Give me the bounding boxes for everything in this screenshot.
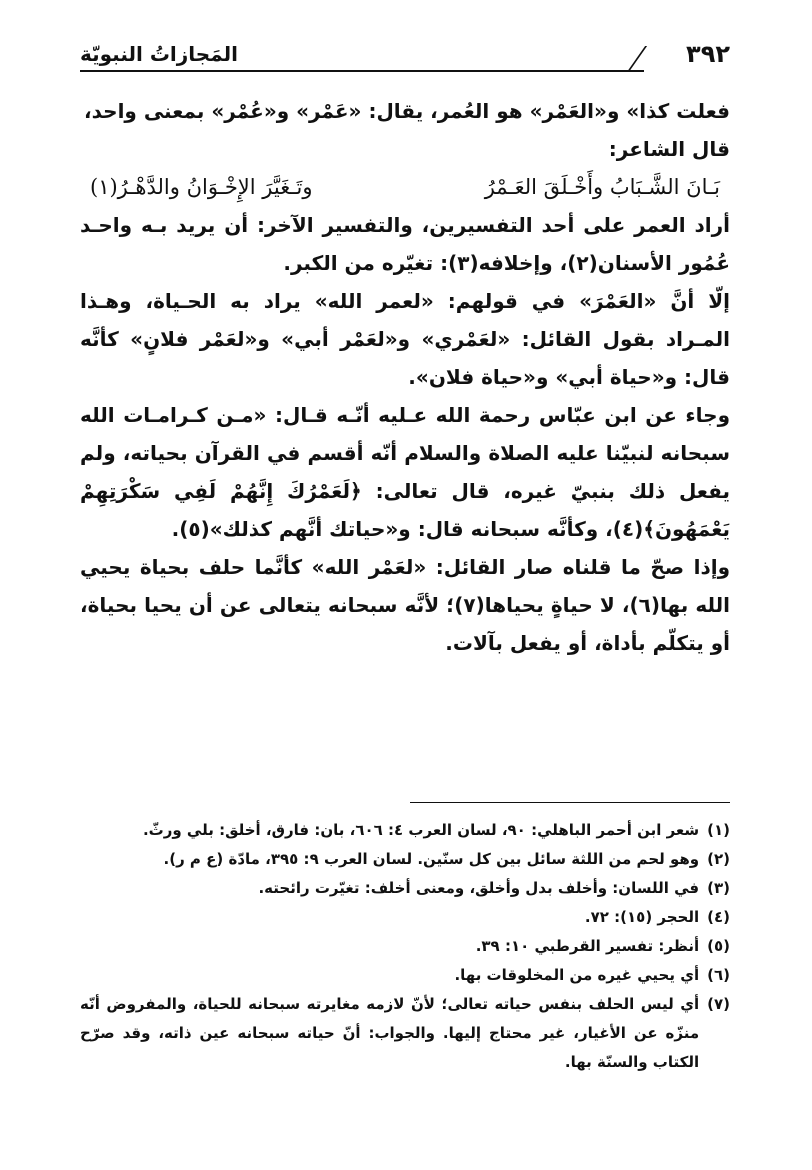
paragraph-1-line-1: فعلت كذا» و«العَمْر» هو العُمر، يقال: «عَمْر» و«عُمْر» بمعنى واحد، [84,99,730,123]
footnote-separator [410,802,730,803]
footnote-item [80,990,730,1077]
footnotes [80,816,730,1077]
footnote-text: شعر ابن أحمر الباهلي: ٩٠، لسان العرب ٤: ٦٠٦، بان: فارق، أخلق: بلي ورثّ. [142,821,700,839]
footnote-number: (٧) [707,995,730,1013]
footnote-item [80,874,730,903]
header-rule [80,70,644,72]
footnote-item [80,932,730,961]
footnote-text: الحجر (١٥): ٧٢. [584,908,700,926]
verse-second-hemistich: وتَـغَيَّرَ الإِخْـوَانُ والدَّهْـرُ(١) [90,175,313,199]
footnote-number: (٦) [707,966,730,984]
page-header [80,40,730,74]
footnote-text: أنظر: تفسير القرطبي ١٠: ٣٩. [475,937,700,955]
running-title: المَجازاتُ النبويّة [80,42,238,66]
footnote-number: (١) [707,821,730,839]
footnote-item [80,816,730,845]
footnote-text: أي ليس الحلف بنفس حياته تعالى؛ لأنّ لازمه مغايرته سبحانه للحياة، والمفروض أنّه منزّه عن الأغيار، غير محتاج إليها. والجواب: أنّ حياته سبحانه عين ذاته، وقد صرّح الكتاب والسنّة بها. [80,995,700,1071]
verse-first-hemistich: بَـانَ الشَّـبَابُ وأَخْـلَقَ العَـمْرُ [484,175,720,199]
main-text [80,92,730,662]
poetry-verse [80,168,730,206]
paragraph-4: وجاء عن ابن عبّاس رحمة الله عـليه أنّـه قـال: «مـن كـرامـات الله سبحانه لنبيّنا عليه الصلاة والسلام أنّه أقسم في القرآن بحياته، ولم يفعل ذلك بنبيّ غيره، قال تعالى: ﴿لَعَمْرُكَ إِنَّهُمْ لَفِي سَكْرَتِهِمْ يَعْمَهُونَ﴾(٤)، وكأنَّه سبحانه قال: و«حياتك أنَّهم كذلك»(٥). [80,403,730,541]
footnote-text: وهو لحم من اللثة سائل بين كل سنّين. لسان العرب ٩: ٣٩٥، مادّة (ع م ر). [163,850,700,868]
paragraph-2: أراد العمر على أحد التفسيرين، والتفسير الآخر: أن يريد بـه واحـد عُمُور الأسنان(٢)، وإخلافه(٣): تغيّره من الكبر. [80,213,730,275]
paragraph-5: وإذا صحّ ما قلناه صار القائل: «لعَمْر الله» كأنَّما حلف بحياة يحيي الله بها(٦)، لا حياةٍ يحياها(٧)؛ لأنَّه سبحانه يتعالى عن أن يحيا بحياة، أو يتكلّم بأداة، أو يفعل بآلات. [80,555,730,655]
paragraph-1-line-2: قال الشاعر: [608,137,730,161]
footnote-text: أي يحيي غيره من المخلوقات بها. [454,966,700,984]
footnote-number: (٣) [707,879,730,897]
footnote-number: (٢) [707,850,730,868]
paragraph-3: إلّا أنَّ «العَمْرَ» في قولهم: «لعمر الله» يراد به الحـياة، وهـذا المـراد بقول القائل: «لعَمْري» و«لعَمْر أبي» و«لعَمْر فلانٍ» كأنَّه قال: و«حياة أبي» و«حياة فلان». [80,289,730,389]
footnote-item [80,961,730,990]
footnote-item [80,903,730,932]
footnote-number: (٤) [707,908,730,926]
footnote-text: في اللسان: وأخلف بدل وأخلق، ومعنى أخلف: تغيّرت رائحته. [258,879,700,897]
footnote-item [80,845,730,874]
footnote-number: (٥) [707,937,730,955]
page-number: ٣٩٢ [686,40,730,68]
header-slant-divider [627,46,667,72]
